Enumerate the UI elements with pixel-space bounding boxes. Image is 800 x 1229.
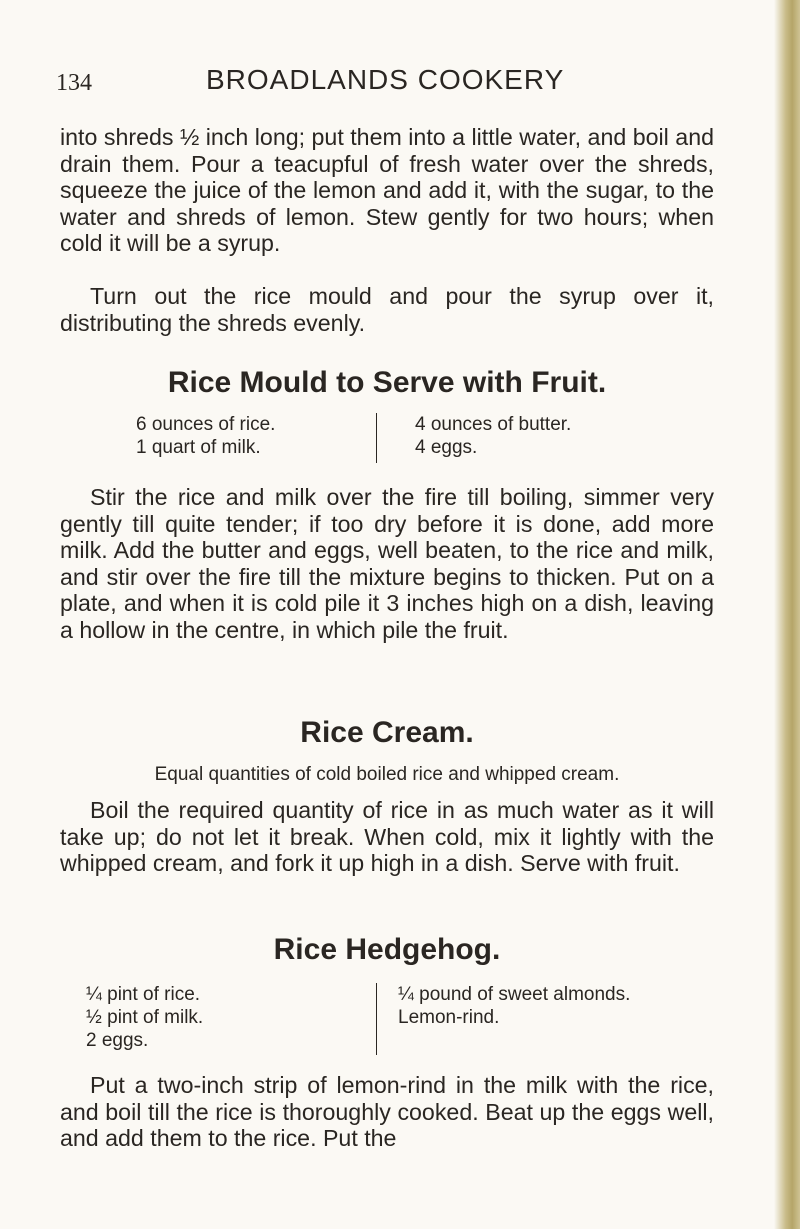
continuation-paragraph: into shreds ½ inch long; put them into a little water, and boil and drain them. Pour a teacupful of fresh water over the shreds, squeeze the juice of the lemon and add it, with the sugar, to the water and shreds of lemon. Stew gently for two hours; when cold it will be a syrup. (60, 124, 714, 256)
method-rice-mould-text: Stir the rice and milk over the fire till boiling, simmer very gently till quite tender; if too dry before it is done, add more milk. Add the butter and eggs, well beaten, to the rice and milk, and stir over the fire till the mixture begins to thicken. Put on a plate, and when it is cold pile it 3 inches high on a dish, leaving a hollow in the centre, in which pile the fruit. (60, 484, 714, 643)
ingredients-rice-hedgehog (0, 983, 800, 1055)
ingredients-right-column (415, 413, 571, 459)
ingredients-left-column (86, 983, 203, 1052)
method-rice-cream-text: Boil the required quantity of rice in as much water as it will take up; do not let it break. When cold, mix it lightly with the whipped cream, and fork it up high in a dish. Serve with fruit. (60, 797, 714, 876)
recipe-title-rice-mould: Rice Mould to Serve with Fruit. (167, 366, 607, 399)
ingredients-rice-mould (0, 413, 800, 463)
ingredients-left-column (136, 413, 275, 459)
continuation-paragraph-2-text: Turn out the rice mould and pour the syrup over it, distributing the shreds evenly. (60, 283, 714, 336)
ingredients-right-column (398, 983, 630, 1029)
running-head (56, 64, 756, 110)
ingredient-item: 4 ounces of butter. (415, 414, 572, 435)
ingredient-item: 2 eggs. (86, 1030, 149, 1051)
page-number: 134 (56, 70, 92, 96)
recipe-title-rice-hedgehog: Rice Hedgehog. (273, 933, 501, 966)
ingredient-item: 6 ounces of rice. (136, 414, 276, 435)
method-rice-cream (60, 797, 714, 877)
ingredient-item: ¼ pint of rice. (86, 984, 201, 1005)
ingredient-item: ¼ pound of sweet almonds. (398, 984, 631, 1005)
book-title: BROADLANDS COOKERY (206, 64, 565, 95)
recipe-note-rice-cream: Equal quantities of cold boiled rice and whipped cream. (154, 764, 620, 785)
method-rice-mould (60, 484, 714, 643)
method-rice-hedgehog-text: Put a two-inch strip of lemon-rind in the milk with the rice, and boil till the rice is thoroughly cooked. Beat up the eggs well, and add them to the rice. Put the (60, 1072, 714, 1151)
ingredients-divider (376, 413, 377, 463)
method-rice-hedgehog (60, 1072, 714, 1152)
ingredient-item: Lemon-rind. (398, 1007, 500, 1028)
ingredients-divider (376, 983, 377, 1055)
ingredient-item: ½ pint of milk. (86, 1007, 204, 1028)
recipe-title-rice-cream: Rice Cream. (300, 716, 474, 749)
ingredient-item: 1 quart of milk. (136, 437, 261, 458)
continuation-paragraph-2 (60, 283, 714, 336)
ingredient-item: 4 eggs. (415, 437, 478, 458)
